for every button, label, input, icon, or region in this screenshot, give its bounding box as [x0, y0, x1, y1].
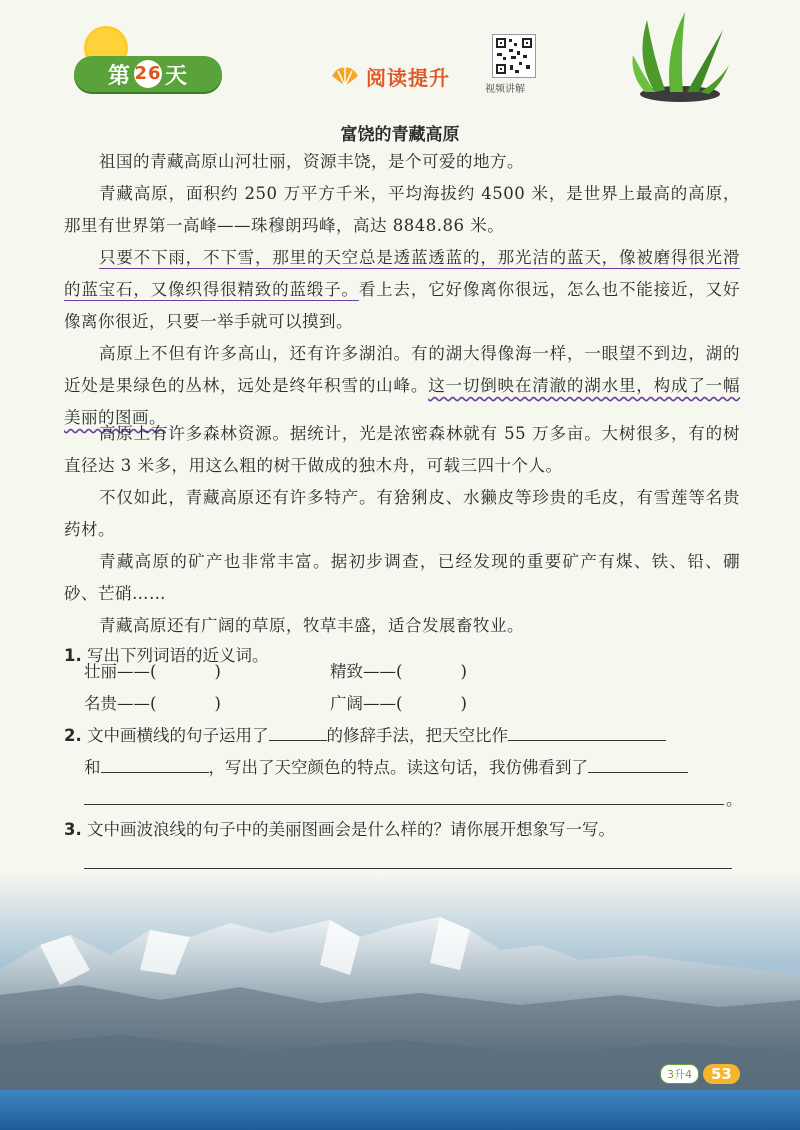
rhetoric-blank[interactable] — [269, 722, 327, 741]
day-number: 26 — [134, 60, 162, 88]
question-2-number: 2. — [64, 726, 82, 745]
sky-compared-blank-2[interactable] — [101, 754, 209, 773]
paragraph-8: 青藏高原还有广阔的草原，牧草丰盛，适合发展畜牧业。 — [99, 616, 524, 635]
question-3-text: 文中画波浪线的句子中的美丽图画会是什么样的？请你展开想象写一写。 — [87, 820, 615, 839]
synonym-pair-3[interactable] — [84, 690, 221, 714]
article-title: 富饶的青藏高原 — [340, 125, 460, 145]
paragraph-7: 青藏高原的矿产也非常丰富。据初步调查，已经发现的重要矿产有煤、铁、铅、硼砂、芒硝…… — [64, 552, 740, 603]
synonym-pair-3-close: ) — [214, 694, 221, 713]
question-1-text: 写出下列词语的近义词。 — [87, 646, 269, 665]
synonym-pair-2-close: ) — [460, 662, 467, 681]
qr-label: 视频讲解 — [485, 84, 525, 95]
synonym-pair-4-word: 广阔——( — [330, 694, 403, 713]
synonym-pair-2-word: 精致——( — [330, 662, 403, 681]
question-3-answer-line-1[interactable] — [84, 868, 732, 869]
question-2-part2: 的修辞手法，把天空比作 — [326, 726, 508, 745]
question-3-number: 3. — [64, 820, 82, 839]
paragraph-5: 高原上有许多森林资源。据统计，光是浓密森林就有 55 万多亩。大树很多，有的树直径达 3 米多，用这么粗的树干做成的独木舟，可载三四十个人。 — [64, 424, 740, 475]
synonym-pair-1[interactable] — [84, 658, 221, 682]
question-2-answer-line[interactable] — [84, 804, 724, 805]
question-2-part4: ，写出了天空颜色的特点。读这句话，我仿佛看到了 — [208, 758, 588, 777]
plateau-landscape-image — [0, 875, 800, 1130]
question-2-end: 。 — [726, 790, 743, 809]
question-1-number: 1. — [64, 646, 82, 665]
underlined-sentence: 只要不下雨，不下雪，那里的天空总是透蓝透蓝的，那光洁的蓝天，像被磨得很光滑的蓝宝石，又像织得很精致的蓝缎子。 — [64, 248, 740, 299]
sky-compared-blank-1[interactable] — [508, 722, 666, 741]
paragraph-3-rest: 看上去，它好像离你很远，怎么也不能接近，又好像离你很近，只要一举手就可以摸到。 — [64, 280, 741, 331]
question-2-line-2 — [84, 752, 744, 784]
shell-icon — [330, 66, 360, 88]
paragraph-4-start: 高原上不但有许多高山，还有许多湖泊。有的湖大得像海一样，一眼望不到边，湖的近处是果绿色的丛林，远处是终年积雪的山峰。 — [64, 344, 740, 395]
synonym-pair-3-word: 名贵——( — [84, 694, 157, 713]
paragraph-3 — [64, 242, 740, 338]
day-prefix: 第 — [107, 63, 131, 89]
imagine-blank[interactable] — [588, 754, 688, 773]
paragraph-1: 祖国的青藏高原山河壮丽，资源丰饶，是个可爱的地方。 — [99, 152, 524, 171]
page-header — [0, 0, 800, 112]
wavy-sentence: 这一切倒映在清澈的湖水里，构成了一幅美丽的图画。 — [64, 376, 741, 427]
paragraph-6: 不仅如此，青藏高原还有许多特产。有猞猁皮、水獭皮等珍贵的毛皮，有雪莲等名贵药材。 — [64, 488, 740, 539]
synonym-pair-1-word: 壮丽——( — [84, 662, 157, 681]
qr-code-icon[interactable] — [492, 34, 536, 78]
paragraph-2: 青藏高原，面积约 250 万平方千米，平均海拔约 4500 米，是世界上最高的高原，那里有世界第一高峰——珠穆朗玛峰，高达 8848.86 米。 — [64, 184, 740, 235]
section-title: 阅读提升 — [366, 66, 450, 90]
synonym-pair-1-close: ) — [214, 662, 221, 681]
day-suffix: 天 — [165, 63, 189, 89]
synonym-pair-4[interactable] — [330, 690, 467, 714]
grade-label: 3升4 — [660, 1064, 699, 1084]
question-2-part1: 文中画横线的句子运用了 — [87, 726, 269, 745]
synonym-pair-2[interactable] — [330, 658, 467, 682]
page-number-badge — [660, 1064, 740, 1084]
question-3 — [64, 814, 744, 846]
question-2-part3: 和 — [84, 758, 101, 777]
seaweed-plant-icon — [625, 10, 735, 102]
synonym-pair-4-close: ) — [460, 694, 467, 713]
question-2 — [64, 720, 744, 752]
page-number: 53 — [703, 1064, 740, 1084]
day-badge — [74, 56, 222, 92]
